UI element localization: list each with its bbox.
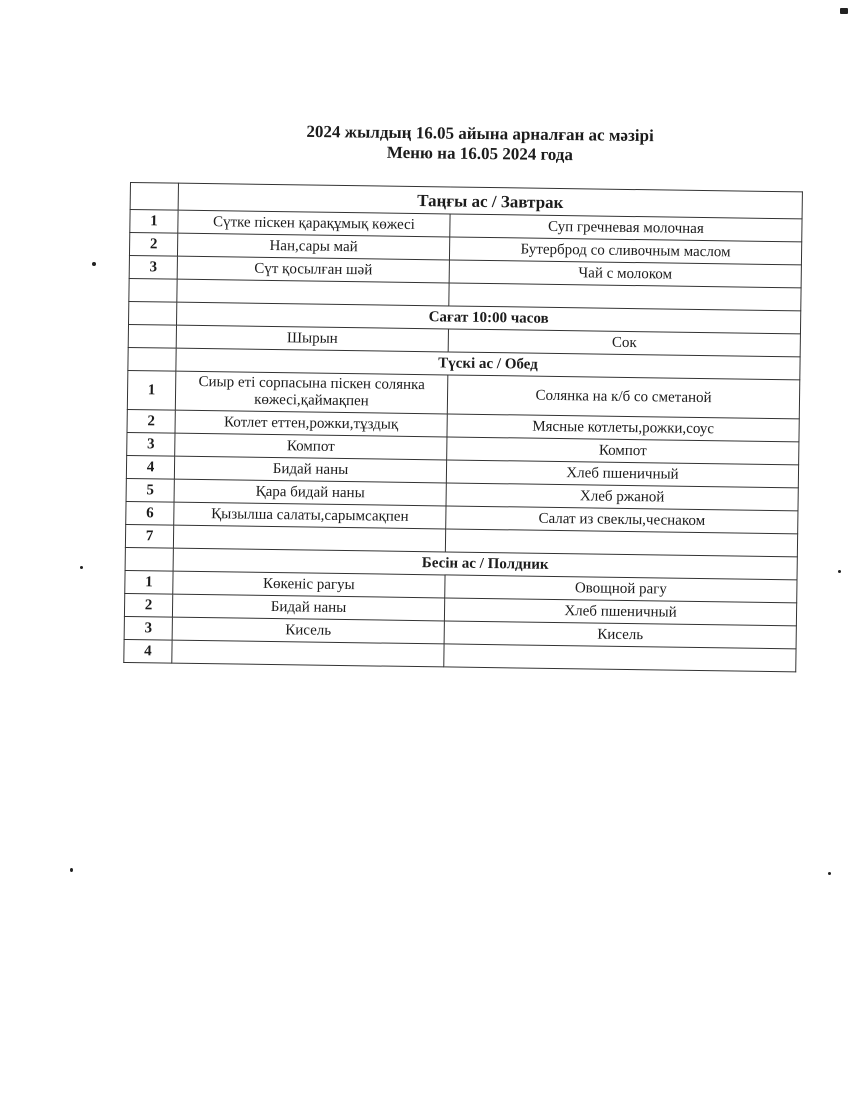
dish-ru: Овощной рагу xyxy=(445,575,797,603)
row-number: 5 xyxy=(126,478,174,502)
row-number: 3 xyxy=(129,255,177,279)
dish-kz: Нан,сары май xyxy=(177,233,449,260)
row-number: 2 xyxy=(127,409,175,433)
menu-table-wrapper xyxy=(123,182,802,672)
row-number: 1 xyxy=(125,570,173,594)
scan-speck xyxy=(80,566,83,569)
dish-kz: Шырын xyxy=(176,325,448,352)
dish-kz: Бидай наны xyxy=(174,456,446,483)
row-number: 3 xyxy=(127,432,175,456)
dish-ru: Хлеб пшеничный xyxy=(444,598,796,626)
scan-speck xyxy=(828,872,831,875)
row-number xyxy=(128,324,176,348)
dish-kz: Қызылша салаты,сарымсақпен xyxy=(174,502,446,529)
row-number xyxy=(129,278,177,302)
dish-kz: Көкеніс рагуы xyxy=(173,571,445,598)
dish-kz: Сүтке піскен қарақұмық көжесі xyxy=(178,210,450,237)
dish-ru: Мясные котлеты,рожки,соус xyxy=(447,414,799,442)
dish-ru: Солянка на к/б со сметаной xyxy=(447,375,800,419)
menu-table xyxy=(123,182,803,672)
row-number: 6 xyxy=(126,501,174,525)
row-number: 7 xyxy=(125,524,173,548)
dish-ru: Бутерброд со сливочным маслом xyxy=(449,237,801,265)
dish-ru: Чай с молоком xyxy=(449,260,801,288)
row-number xyxy=(129,301,177,325)
section-title-afternoon: Бесін ас / Полдник xyxy=(173,548,797,580)
row-number: 2 xyxy=(129,233,177,257)
dish-ru: Хлеб ржаной xyxy=(446,483,798,511)
title-kz: 2024 жылдың 16.05 айына арналған ас мәзірі xyxy=(306,121,654,146)
title-ru: Меню на 16.05 2024 года xyxy=(386,142,574,165)
row-number: 1 xyxy=(130,210,178,234)
dish-ru xyxy=(444,644,796,672)
dish-ru: Кисель xyxy=(444,621,796,649)
section-title-lunch: Түскі ас / Обед xyxy=(176,348,800,380)
row-number: 2 xyxy=(124,593,172,617)
page-header xyxy=(180,120,780,167)
row-number: 3 xyxy=(124,616,172,640)
dish-ru: Суп гречневая молочная xyxy=(450,214,802,242)
dish-kz: Котлет еттен,рожки,тұздық xyxy=(175,410,447,437)
scan-speck xyxy=(838,570,841,573)
dish-kz: Сиыр еті сорпасына піскен солянка көжесі,қаймақпен xyxy=(175,371,448,414)
row-number: 1 xyxy=(127,370,176,410)
row-number xyxy=(130,183,178,211)
row-number xyxy=(125,547,173,571)
row-number: 4 xyxy=(124,639,172,663)
dish-ru: Салат из свеклы,чеснаком xyxy=(446,506,798,534)
section-title-breakfast: Таңғы ас / Завтрак xyxy=(178,183,802,219)
dish-ru: Хлеб пшеничный xyxy=(446,460,798,488)
dish-ru: Компот xyxy=(447,437,799,465)
scan-speck xyxy=(70,868,73,872)
dish-kz: Қара бидай наны xyxy=(174,479,446,506)
dish-kz: Кисель xyxy=(172,617,444,644)
row-number: 4 xyxy=(126,455,174,479)
dish-kz: Компот xyxy=(175,433,447,460)
dish-kz xyxy=(172,640,444,667)
scan-speck xyxy=(840,8,848,14)
section-title-snack: Сағат 10:00 часов xyxy=(177,302,801,334)
row-number xyxy=(128,347,176,371)
dish-kz: Бидай наны xyxy=(172,594,444,621)
dish-kz: Сүт қосылған шәй xyxy=(177,256,449,283)
dish-ru: Сок xyxy=(448,329,800,357)
scan-speck xyxy=(92,262,96,266)
